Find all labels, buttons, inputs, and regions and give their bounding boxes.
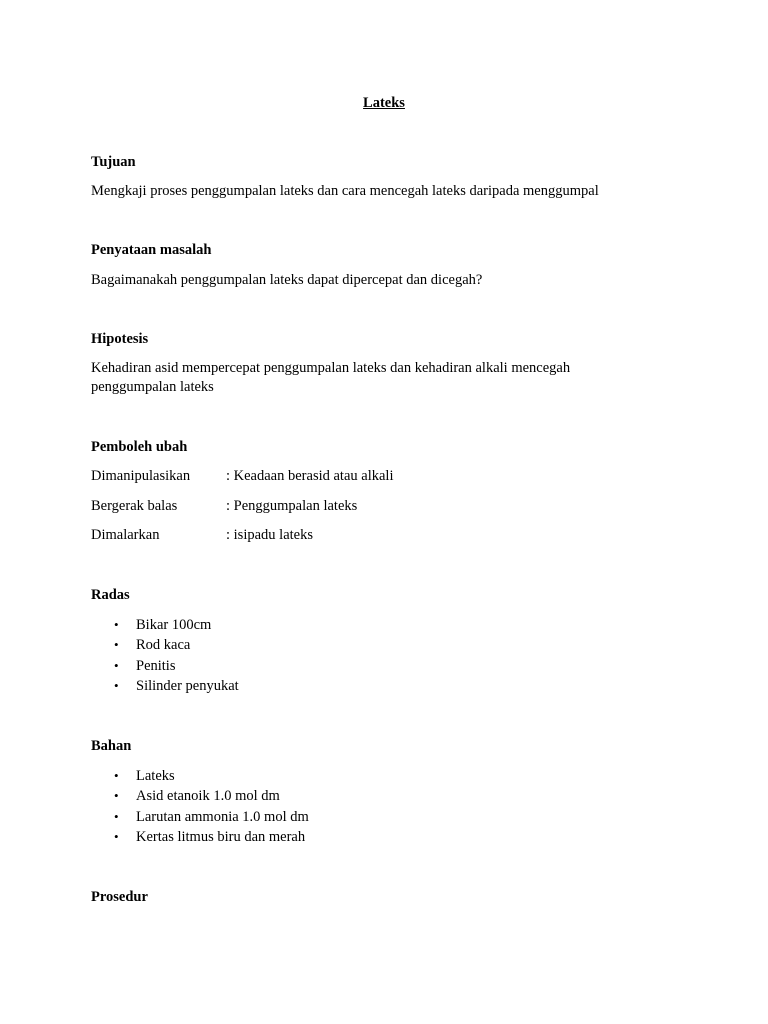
list-item-text: Kertas litmus biru dan merah: [136, 829, 306, 845]
heading-tujuan: Tujuan: [91, 154, 136, 170]
list-item: [114, 656, 175, 676]
list-item: [114, 676, 239, 696]
heading-pemboleh-ubah: Pemboleh ubah: [91, 439, 188, 455]
penyataan-text: Bagaimanakah penggumpalan lateks dapat dipercepat dan dicegah?: [91, 272, 483, 288]
bullet-icon: •: [114, 637, 119, 652]
variable-label-responding: Bergerak balas: [91, 498, 178, 514]
hipotesis-text-line-1: Kehadiran asid mempercepat penggumpalan lateks dan kehadiran alkali mencegah: [91, 360, 571, 376]
list-item-text: Rod kaca: [136, 637, 191, 653]
list-item: [114, 615, 211, 635]
bullet-icon: •: [114, 809, 119, 824]
bullet-icon: •: [114, 768, 119, 783]
bullet-icon: •: [114, 678, 119, 693]
list-item: [114, 766, 175, 786]
list-item: [114, 786, 280, 806]
variable-label-manipulated: Dimanipulasikan: [91, 468, 191, 484]
variable-value-responding: : Penggumpalan lateks: [226, 498, 358, 514]
list-item-text: Larutan ammonia 1.0 mol dm: [136, 809, 309, 825]
heading-prosedur: Prosedur: [91, 889, 148, 905]
list-item: [114, 827, 305, 847]
list-item: [114, 635, 190, 655]
bullet-icon: •: [114, 788, 119, 803]
variable-value-constant: : isipadu lateks: [226, 527, 313, 543]
tujuan-text: Mengkaji proses penggumpalan lateks dan cara mencegah lateks daripada menggumpal: [91, 183, 599, 199]
heading-hipotesis: Hipotesis: [91, 331, 149, 347]
document-title: Lateks: [363, 95, 405, 111]
list-item-text: Asid etanoik 1.0 mol dm: [136, 788, 280, 804]
list-item-text: Bikar 100cm: [136, 617, 212, 633]
bullet-icon: •: [114, 829, 119, 844]
bullet-icon: •: [114, 658, 119, 673]
list-item-text: Lateks: [136, 768, 175, 784]
heading-bahan: Bahan: [91, 738, 132, 754]
bullet-icon: •: [114, 617, 119, 632]
heading-penyataan-masalah: Penyataan masalah: [91, 242, 212, 258]
list-item-text: Silinder penyukat: [136, 678, 239, 694]
variable-label-constant: Dimalarkan: [91, 527, 160, 543]
variable-value-manipulated: : Keadaan berasid atau alkali: [226, 468, 394, 484]
list-item: [114, 807, 309, 827]
heading-radas: Radas: [91, 587, 130, 603]
list-item-text: Penitis: [136, 658, 176, 674]
hipotesis-text-line-2: penggumpalan lateks: [91, 379, 214, 395]
